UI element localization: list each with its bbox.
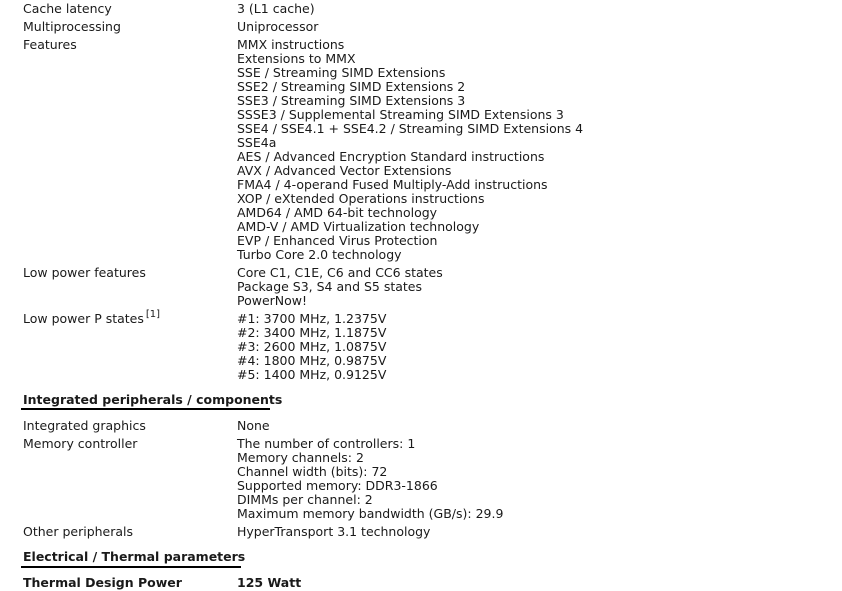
spec-value: Channel width (bits): 72 xyxy=(237,464,388,479)
spec-label: Integrated graphics xyxy=(23,418,146,433)
spec-value: Memory channels: 2 xyxy=(237,450,364,465)
feature-item: SSE4a xyxy=(237,135,277,150)
spec-label: Features xyxy=(23,37,77,52)
feature-item: SSE4 / SSE4.1 + SSE4.2 / Streaming SIMD Extensions 4 xyxy=(237,121,584,136)
spec-value: The number of controllers: 1 xyxy=(237,436,416,451)
feature-item: Extensions to MMX xyxy=(237,51,356,66)
spec-value: 125 Watt xyxy=(237,575,302,590)
feature-item: AES / Advanced Encryption Standard instructions xyxy=(237,149,545,164)
feature-item: MMX instructions xyxy=(237,37,345,52)
p-state-item: #5: 1400 MHz, 0.9125V xyxy=(237,367,387,382)
spec-value: HyperTransport 3.1 technology xyxy=(237,524,431,539)
spec-value: PowerNow! xyxy=(237,293,308,308)
feature-item: SSE2 / Streaming SIMD Extensions 2 xyxy=(237,79,466,94)
spec-label-text: Low power P states xyxy=(23,311,144,326)
p-state-item: #3: 2600 MHz, 1.0875V xyxy=(237,339,387,354)
section-heading-peripherals: Integrated peripherals / components xyxy=(23,392,283,407)
reference-link[interactable]: [1] xyxy=(145,309,161,320)
spec-label: Multiprocessing xyxy=(23,19,121,34)
section-underline xyxy=(21,566,241,568)
feature-item: XOP / eXtended Operations instructions xyxy=(237,191,485,206)
spec-label: Memory controller xyxy=(23,436,138,451)
feature-item: SSE3 / Streaming SIMD Extensions 3 xyxy=(237,93,466,108)
p-state-item: #4: 1800 MHz, 0.9875V xyxy=(237,353,387,368)
feature-item: FMA4 / 4-operand Fused Multiply-Add instructions xyxy=(237,177,548,192)
feature-item: EVP / Enhanced Virus Protection xyxy=(237,233,438,248)
feature-item: SSSE3 / Supplemental Streaming SIMD Extensions 3 xyxy=(237,107,564,122)
spec-value: DIMMs per channel: 2 xyxy=(237,492,373,507)
spec-label xyxy=(23,309,161,326)
p-state-item: #1: 3700 MHz, 1.2375V xyxy=(237,311,387,326)
section-heading-electrical: Electrical / Thermal parameters xyxy=(23,549,246,564)
feature-item: SSE / Streaming SIMD Extensions xyxy=(237,65,446,80)
p-state-item: #2: 3400 MHz, 1.1875V xyxy=(237,325,387,340)
spec-value: Uniprocessor xyxy=(237,19,319,34)
feature-item: AMD-V / AMD Virtualization technology xyxy=(237,219,480,234)
spec-label: Cache latency xyxy=(23,1,112,16)
spec-value: Maximum memory bandwidth (GB/s): 29.9 xyxy=(237,506,504,521)
spec-label: Low power features xyxy=(23,265,146,280)
spec-label: Thermal Design Power xyxy=(23,575,182,590)
spec-value: Core C1, C1E, C6 and CC6 states xyxy=(237,265,443,280)
section-underline xyxy=(21,408,270,410)
spec-value: Supported memory: DDR3-1866 xyxy=(237,478,438,493)
spec-value: None xyxy=(237,418,270,433)
spec-value: Package S3, S4 and S5 states xyxy=(237,279,423,294)
feature-item: AMD64 / AMD 64-bit technology xyxy=(237,205,438,220)
feature-item: Turbo Core 2.0 technology xyxy=(237,247,402,262)
spec-label: Other peripherals xyxy=(23,524,134,539)
spec-value: 3 (L1 cache) xyxy=(237,1,315,16)
feature-item: AVX / Advanced Vector Extensions xyxy=(237,163,452,178)
